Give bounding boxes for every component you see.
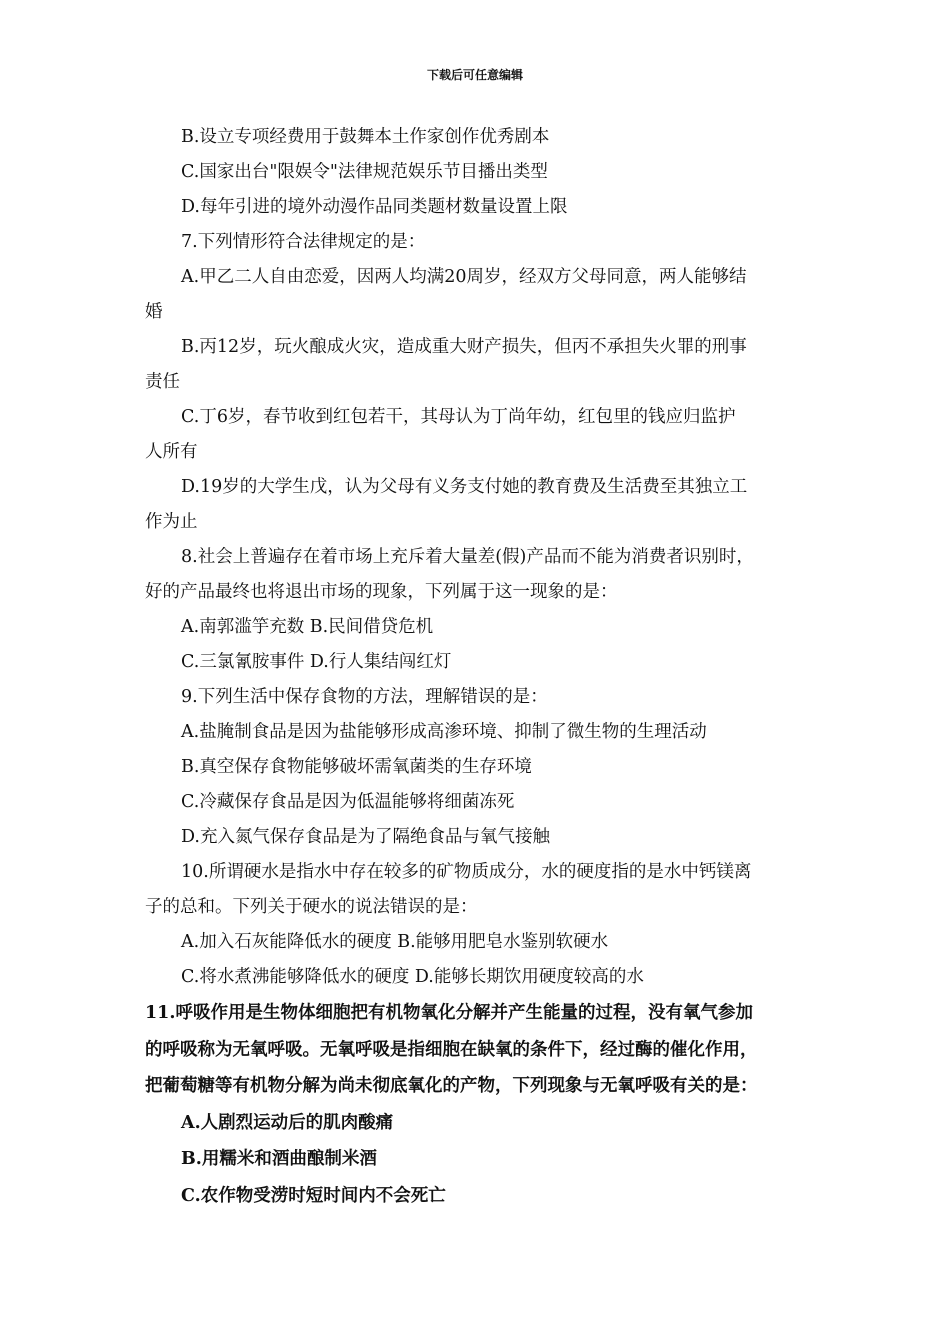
q10-options-ab: A.加入石灰能降低水的硬度 B.能够用肥皂水鉴别软硬水 <box>181 932 609 952</box>
q8-stem-line1: 8.社会上普遍存在着市场上充斥着大量差(假)产品而不能为消费者识别时， <box>181 547 754 567</box>
q7-option-d-line1: D.19岁的大学生戊，认为父母有义务支付她的教育费及生活费至其独立工 <box>181 477 748 497</box>
document-body <box>145 120 813 1214</box>
q7-option-b-line1: B.丙12岁，玩火酿成火灾，造成重大财产损失，但丙不承担失火罪的刑事 <box>181 337 747 357</box>
q11-stem-line3: 把葡萄糖等有机物分解为尚未彻底氧化的产物，下列现象与无氧呼吸有关的是： <box>145 1076 758 1096</box>
q11-option-c: C.农作物受涝时短时间内不会死亡 <box>181 1185 446 1206</box>
q9-option-d: D.充入氮气保存食品是为了隔绝食品与氧气接触 <box>181 827 550 847</box>
q6-option-b: B.设立专项经费用于鼓舞本土作家创作优秀剧本 <box>181 127 550 147</box>
q7-option-d-line2: 作为止 <box>145 512 198 532</box>
q7-option-a-line1: A.甲乙二人自由恋爱，因两人均满20周岁，经双方父母同意，两人能够结 <box>181 267 747 287</box>
q11-stem-line2: 的呼吸称为无氧呼吸。无氧呼吸是指细胞在缺氧的条件下，经过酶的催化作用， <box>145 1039 758 1060</box>
q7-option-b-line2: 责任 <box>145 372 180 392</box>
q8-options-ab: A.南郭滥竽充数 B.民间借贷危机 <box>181 617 434 637</box>
q11-option-b: B.用糯米和酒曲酿制米酒 <box>181 1149 377 1169</box>
q9-stem: 9.下列生活中保存食物的方法，理解错误的是： <box>181 687 548 707</box>
q7-option-c-line1: C.丁6岁，春节收到红包若干，其母认为丁尚年幼，红包里的钱应归监护 <box>181 407 736 427</box>
page-header: 下载后可任意编辑 <box>426 68 523 82</box>
q11-option-a: A.人剧烈运动后的肌肉酸痛 <box>181 1112 394 1133</box>
q7-stem: 7.下列情形符合法律规定的是： <box>181 232 426 252</box>
q7-option-c-line2: 人所有 <box>145 442 198 462</box>
q10-stem-line1: 10.所谓硬水是指水中存在较多的矿物质成分，水的硬度指的是水中钙镁离 <box>181 862 752 882</box>
q10-stem-line2: 子的总和。下列关于硬水的说法错误的是： <box>145 897 478 917</box>
q6-option-c: C.国家出台"限娱令"法律规范娱乐节目播出类型 <box>181 162 548 182</box>
q11-stem-line1: 11.呼吸作用是生物体细胞把有机物氧化分解并产生能量的过程，没有氧气参加 <box>145 1003 753 1023</box>
q9-option-a: A.盐腌制食品是因为盐能够形成高渗环境、抑制了微生物的生理活动 <box>181 722 707 742</box>
q7-option-a-line2: 婚 <box>145 302 163 322</box>
q8-options-cd: C.三氯氰胺事件 D.行人集结闯红灯 <box>181 652 452 672</box>
q9-option-c: C.冷藏保存食品是因为低温能够将细菌冻死 <box>181 792 515 812</box>
q6-option-d: D.每年引进的境外动漫作品同类题材数量设置上限 <box>181 197 568 217</box>
q9-option-b: B.真空保存食物能够破坏需氧菌类的生存环境 <box>181 757 532 777</box>
q8-stem-line2: 好的产品最终也将退出市场的现象，下列属于这一现象的是： <box>145 582 618 602</box>
q10-options-cd: C.将水煮沸能够降低水的硬度 D.能够长期饮用硬度较高的水 <box>181 967 644 987</box>
